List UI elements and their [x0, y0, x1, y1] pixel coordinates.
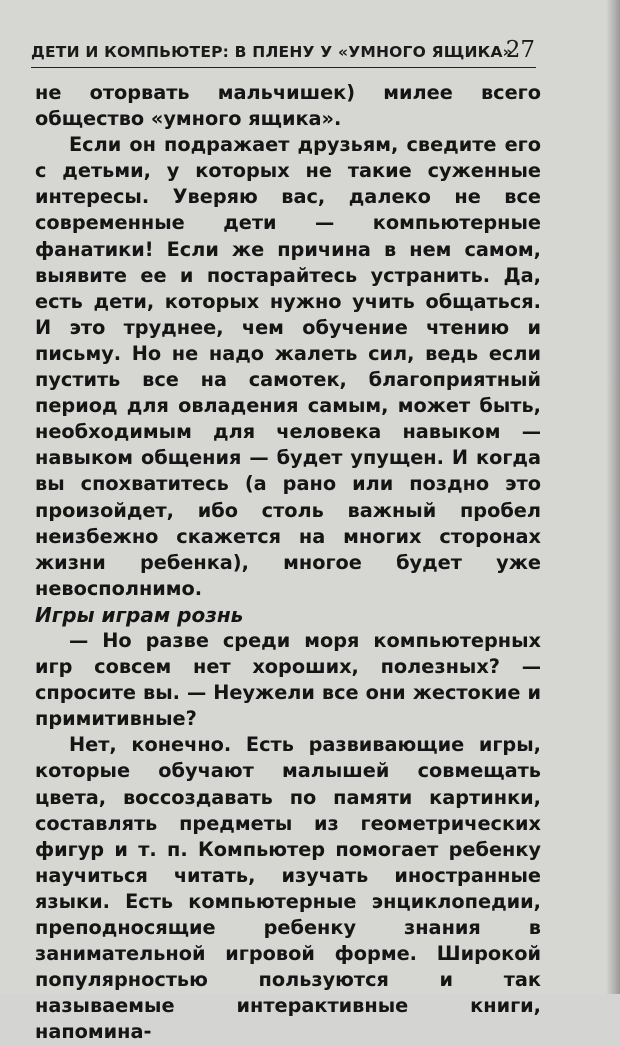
running-title: ДЕТИ И КОМПЬЮТЕР: В ПЛЕНУ У «УМНОГО ЯЩИКА»: [31, 43, 513, 61]
page-number: 27: [505, 37, 535, 63]
paragraph-continued: не оторвать мальчишек) милее всего общество «умного ящика».: [35, 81, 541, 131]
paragraph-answer: Нет, конечно. Есть развивающие игры, которые обучают малышей совмещать цвета, воссоздавать по памяти картинки, составлять предметы из геометрических фигур и т. п. Компьютер помогает ребенку научиться читать, изучать иностранные языки. Есть компьютерные энциклопедии, преподносящие ребенку знания в занимательной игровой форме. Широкой популярностью пользуются и так называемые интерактивные книги, напомина-: [35, 733, 541, 1044]
body-text: [35, 80, 541, 1045]
section-heading: Игры играм рознь: [35, 602, 244, 627]
paragraph-question: — Но разве среди моря компьютерных игр совсем нет хороших, полезных? — спросите вы. — Неужели все они жестокие и примитивные?: [35, 628, 541, 731]
paragraph-peer-influence: Если он подражает друзьям, сведите его с детьми, у которых не такие суженные интересы. Уверяю вас, далеко не все современные дети — компьютерные фанатики! Если же причина в нем самом, выявите ее и постарайтесь устранить. Да, есть дети, которых нужно учить общаться. И это труднее, чем обучение чтению и письму. Но не надо жалеть сил, ведь если пустить все на самотек, благоприятный период для овладения самым, может быть, необходимым для человека навыком — навыком общения — будет упущен. И когда вы спохватитесь (а рано или поздно это произойдет, ибо столь важный пробел неизбежно скажется на многих сторонах жизни ребенка), многое будет уже невосполнимо.: [35, 133, 541, 600]
page-header: [31, 37, 536, 68]
